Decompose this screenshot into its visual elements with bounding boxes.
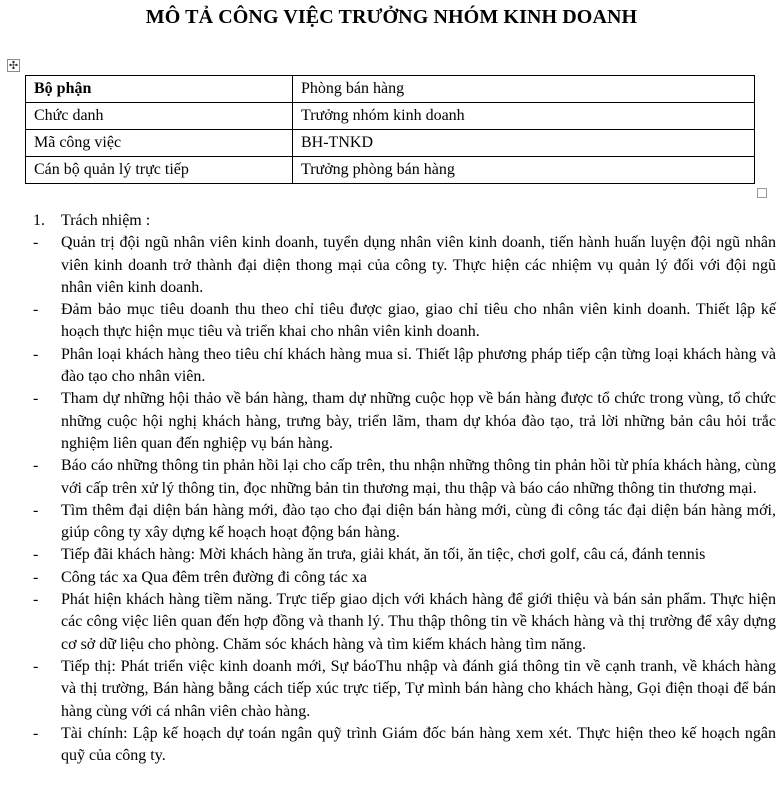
table-cell-value: BH-TNKD xyxy=(293,130,755,157)
list-item xyxy=(33,455,776,500)
table-cell-value: Trưởng phòng bán hàng xyxy=(293,157,755,184)
list-item-text: Tiếp thị: Phát triển việc kinh doanh mới, Sự báoThu nhập và đánh giá thông tin về cạnh tranh, về khách hàng và thị trường, Bán hàng bằng cách tiếp xúc trực tiếp, Tự mình bán hàng cho khách hàng, Gọi điện thoại để bán hàng cùng với cá nhân viên chào hàng. xyxy=(61,657,776,720)
bullet-dash: - xyxy=(33,457,39,475)
section-heading xyxy=(33,210,776,232)
table-row xyxy=(26,76,755,103)
bullet-dash: - xyxy=(33,501,39,519)
section-heading-text: Trách nhiệm : xyxy=(61,212,151,229)
bullet-dash: - xyxy=(33,546,39,564)
table-cell-label: Chức danh xyxy=(26,103,293,130)
job-info-table xyxy=(25,75,755,184)
list-item xyxy=(33,656,776,723)
table-resize-handle[interactable] xyxy=(757,188,767,198)
page-title: MÔ TẢ CÔNG VIỆC TRƯỞNG NHÓM KINH DOANH xyxy=(145,6,638,28)
duties-list xyxy=(33,232,776,767)
list-item xyxy=(33,723,776,768)
table-cell-label: Mã công việc xyxy=(26,130,293,157)
table-row xyxy=(26,103,755,130)
list-item xyxy=(33,344,776,389)
section-number: 1. xyxy=(33,212,45,229)
list-item xyxy=(33,500,776,545)
list-item-text: Tham dự những hội thảo về bán hàng, tham dự những cuộc họp về bán hàng được tổ chức trong vùng, tổ chức những cuộc hội nghị khách hàng, trưng bày, triển lãm, tham dự khóa đào tạo, trả lời những bản câu hỏi trắc nghiệm liên quan đến nghiệp vụ bán hàng. xyxy=(61,390,776,452)
list-item-text: Tiếp đãi khách hàng: Mời khách hàng ăn trưa, giải khát, ăn tối, ăn tiệc, chơi golf, câu cá, đánh tennis xyxy=(61,546,706,564)
list-item-text: Quản trị đội ngũ nhân viên kinh doanh, tuyển dụng nhân viên kinh doanh, tiến hành huấn luyện đội ngũ nhân viên kinh doanh trở thành đại diện thong mại của công ty. Thực hiện các nhiệm vụ quản lý đối với đội ngũ nhân viên kinh doanh. xyxy=(61,234,776,296)
list-item xyxy=(33,299,776,344)
list-item xyxy=(33,388,776,455)
list-item-text: Đảm bảo mục tiêu doanh thu theo chỉ tiêu được giao, giao chỉ tiêu cho nhân viên kinh doanh. Thiết lập kế hoạch thực hiện mục tiêu và triển khai cho nhân viên kinh doanh. xyxy=(61,301,776,341)
bullet-dash: - xyxy=(33,390,39,408)
table-cell-value: Trưởng nhóm kinh doanh xyxy=(293,103,755,130)
table-row xyxy=(26,130,755,157)
list-item-text: Báo cáo những thông tin phản hồi lại cho cấp trên, thu nhận những thông tin phản hồi từ phía khách hàng, cùng với cấp trên xử lý thông tin, đọc những bản tin thương mại, thu thập và báo cáo những thông tin thương mại. xyxy=(61,457,776,497)
list-item-text: Phân loại khách hàng theo tiêu chí khách hàng mua sỉ. Thiết lập phương pháp tiếp cận từng loại khách hàng và đào tạo cho nhân viên. xyxy=(61,345,776,386)
list-item xyxy=(33,567,776,589)
list-item-text: Phát hiện khách hàng tiềm năng. Trực tiếp giao dịch với khách hàng để giới thiệu và bán sản phẩm. Thực hiện các công việc liên quan đến hợp đồng và thanh lý. Thu thập thông tin về khách hàng và thị trường để xây dựng cơ sở dữ liệu cho phòng. Chăm sóc khách hàng và tìm kiếm khách hàng tìm năng. xyxy=(61,591,776,653)
bullet-dash: - xyxy=(33,657,39,675)
bullet-dash: - xyxy=(33,234,39,252)
bullet-dash: - xyxy=(33,724,39,742)
table-row xyxy=(26,157,755,184)
list-item xyxy=(33,589,776,656)
list-item xyxy=(33,544,776,566)
bullet-dash: - xyxy=(33,345,39,363)
bullet-dash: - xyxy=(33,568,39,586)
bullet-dash: - xyxy=(33,591,39,609)
table-cell-value: Phòng bán hàng xyxy=(293,76,755,103)
table-cell-label: Cán bộ quản lý trực tiếp xyxy=(26,157,293,184)
document-body xyxy=(33,210,776,767)
list-item-text: Công tác xa Qua đêm trên đường đi công tác xa xyxy=(61,568,367,586)
list-item-text: Tài chính: Lập kế hoạch dự toán ngân quỹ trình Giám đốc bán hàng xem xét. Thực hiện theo kế hoạch ngân quỹ của công ty. xyxy=(61,724,776,765)
bullet-dash: - xyxy=(33,301,39,319)
list-item xyxy=(33,232,776,299)
table-cell-label: Bộ phận xyxy=(26,76,293,103)
list-item-text: Tìm thêm đại diện bán hàng mới, đào tạo cho đại diện bán hàng mới, cùng đi công tác đại diện bán hàng mới, giúp công ty xây dựng kế hoạch hoạt động bán hàng. xyxy=(61,501,776,542)
table-move-handle-icon[interactable]: ✣ xyxy=(8,59,19,72)
